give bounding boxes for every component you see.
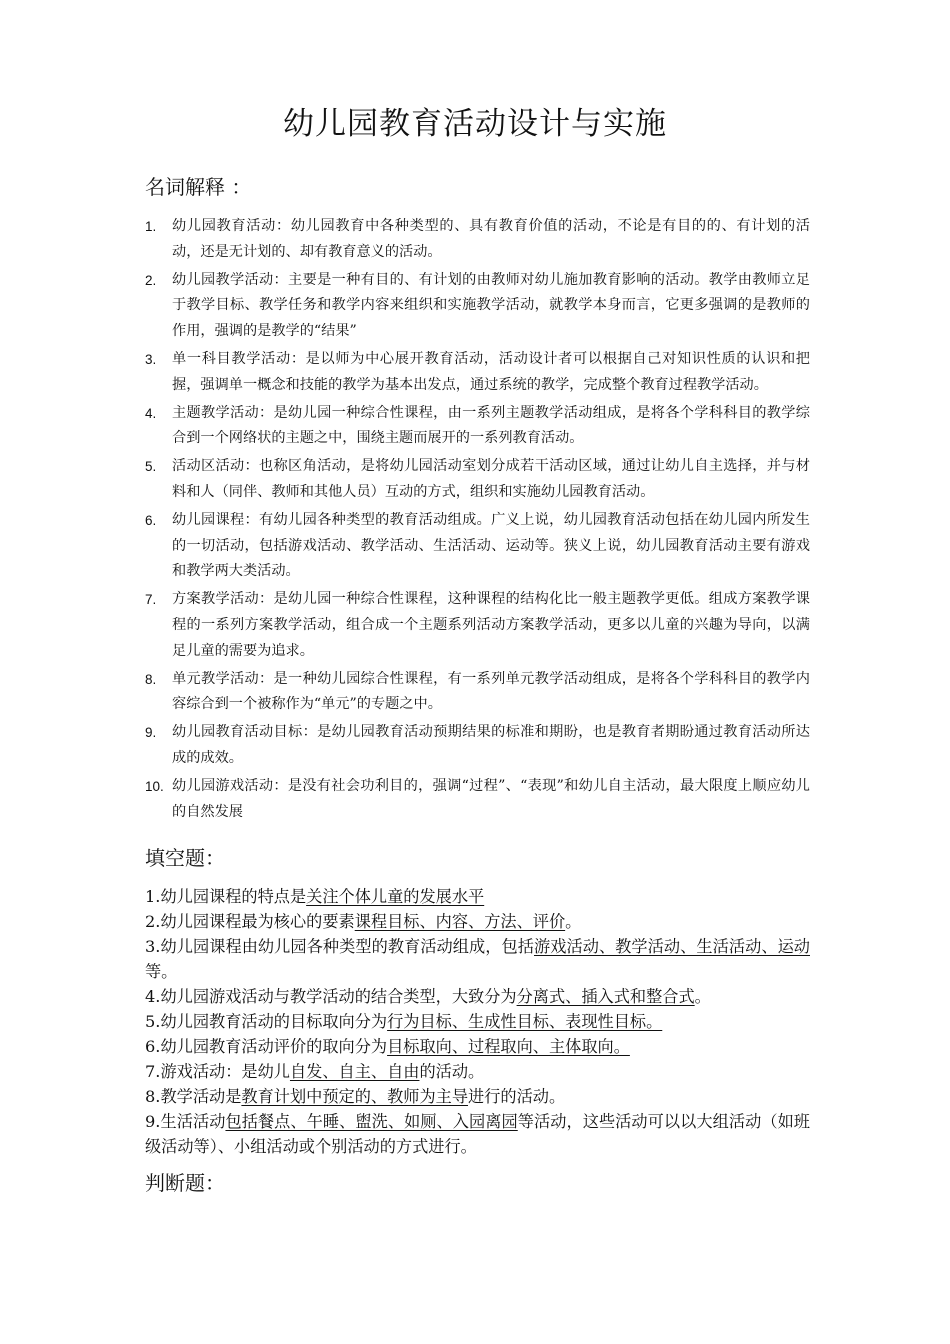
question-text: 进行的活动。 bbox=[468, 1087, 566, 1106]
question-text: 2.幼儿园课程最为核心的要素 bbox=[145, 912, 355, 931]
list-item bbox=[145, 587, 810, 664]
section-heading-terms: 名词解释 ： bbox=[145, 175, 252, 199]
answer-text: 游戏活动、教学活动、生活活动、运动 bbox=[533, 937, 810, 956]
item-number: 6. bbox=[145, 512, 157, 528]
question-text: 5.幼儿园教育活动的目标取向分为 bbox=[145, 1012, 388, 1031]
fill-blank-list bbox=[145, 884, 810, 1159]
section-heading-judge: 判断题： bbox=[145, 1171, 225, 1195]
question-text: 。 bbox=[565, 912, 582, 931]
item-text: 单一科目教学活动：是以师为中心展开教育活动，活动设计者可以根据自己对知识性质的认识和把握，强调单一概念和技能的教学为基本出发点，通过系统的教学，完成整个教育过程教学活动。 bbox=[172, 350, 810, 393]
list-item bbox=[145, 667, 810, 719]
question-text: 等活动，这些活动可以以大组活动（如班级活动等）、小组活动或个别活动的方式进行。 bbox=[145, 1112, 810, 1156]
item-text: 方案教学活动：是幼儿园一种综合性课程，这种课程的结构化比一般主题教学更低。组成方案教学课程的一系列方案教学活动，组合成一个主题系列活动方案教学活动，更多以儿童的兴趣为导向，以满足儿童的需要为追求。 bbox=[172, 591, 810, 659]
answer-text: 教育计划中预定的、教师为主导 bbox=[241, 1087, 469, 1106]
fill-blank-item bbox=[145, 884, 810, 909]
question-text: 6.幼儿园教育活动评价的取向分为 bbox=[145, 1037, 388, 1056]
answer-text: 目标取向、过程取向、主体取向。 bbox=[387, 1037, 630, 1056]
list-item bbox=[145, 454, 810, 506]
item-text: 幼儿园游戏活动：是没有社会功利目的，强调“过程”、“表现”和幼儿自主活动，最大限度上顺应幼儿的自然发展 bbox=[172, 777, 810, 820]
list-item bbox=[145, 401, 810, 453]
item-text: 幼儿园教育活动目标：是幼儿园教育活动预期结果的标准和期盼，也是教育者期盼通过教育活动所达成的成效。 bbox=[172, 724, 810, 766]
item-number: 2. bbox=[145, 272, 157, 288]
question-text: 9.生活活动 bbox=[145, 1112, 226, 1131]
list-item bbox=[145, 508, 810, 585]
item-number: 10. bbox=[145, 778, 164, 794]
answer-text: 行为目标、生成性目标、表现性目标。 bbox=[387, 1012, 663, 1031]
item-number: 8. bbox=[145, 671, 157, 687]
fill-blank-item bbox=[145, 1084, 810, 1109]
document-title: 幼儿园教育活动设计与实施 bbox=[283, 106, 667, 142]
question-text: 8.教学活动是 bbox=[145, 1087, 242, 1106]
answer-text: 包括餐点、午睡、盥洗、如厕、入园离园 bbox=[225, 1112, 518, 1131]
list-item bbox=[145, 347, 810, 399]
question-text: 等。 bbox=[145, 962, 178, 981]
fill-blank-item bbox=[145, 1109, 810, 1159]
answer-text: 分离式、插入式和整合式 bbox=[516, 987, 695, 1006]
answer-text: 课程目标、内容、方法、评价 bbox=[354, 912, 566, 931]
answer-text: 自发、自主、自由 bbox=[289, 1062, 420, 1081]
terms-list bbox=[145, 214, 810, 827]
item-number: 3. bbox=[145, 351, 157, 367]
item-number: 4. bbox=[145, 405, 157, 421]
question-text: 7.游戏活动：是幼儿 bbox=[145, 1062, 290, 1081]
fill-blank-item bbox=[145, 1009, 810, 1034]
item-number: 5. bbox=[145, 459, 157, 475]
list-item bbox=[145, 268, 810, 345]
question-text: 的活动。 bbox=[419, 1062, 485, 1081]
question-text: 。 bbox=[694, 987, 711, 1006]
fill-blank-item bbox=[145, 1034, 810, 1059]
question-text: 4.幼儿园游戏活动与教学活动的结合类型，大致分为 bbox=[145, 987, 517, 1006]
fill-blank-item bbox=[145, 909, 810, 934]
list-item bbox=[145, 720, 810, 772]
answer-text: 关注个体儿童的发展水平 bbox=[306, 887, 485, 906]
item-text: 活动区活动：也称区角活动，是将幼儿园活动室划分成若干活动区域，通过让幼儿自主选择，并与材料和人（同伴、教师和其他人员）互动的方式，组织和实施幼儿园教育活动。 bbox=[172, 458, 810, 500]
item-number: 1. bbox=[145, 219, 157, 234]
fill-blank-item bbox=[145, 984, 810, 1009]
question-text: 3.幼儿园课程由幼儿园各种类型的教育活动组成，包括 bbox=[145, 937, 534, 956]
item-text: 单元教学活动：是一种幼儿园综合性课程，有一系列单元教学活动组成，是将各个学科科目的教学内容综合到一个被称作为“单元”的专题之中。 bbox=[172, 670, 810, 713]
item-number: 9. bbox=[145, 725, 157, 741]
item-text: 幼儿园教育活动：幼儿园教育中各种类型的、具有教育价值的活动，不论是有目的的、有计划的活动，还是无计划的、却有教育意义的活动。 bbox=[172, 218, 810, 260]
section-heading-fill: 填空题： bbox=[145, 846, 225, 870]
list-item bbox=[145, 774, 810, 826]
fill-blank-item bbox=[145, 934, 810, 984]
list-item bbox=[145, 214, 810, 266]
item-text: 幼儿园教学活动：主要是一种有目的、有计划的由教师对幼儿施加教育影响的活动。教学由教师立足于教学目标、教学任务和教学内容来组织和实施教学活动，就教学本身而言，它更多强调的是教师的作用，强调的是教学的“结果” bbox=[172, 271, 810, 340]
item-text: 主题教学活动：是幼儿园一种综合性课程，由一系列主题教学活动组成，是将各个学科科目的教学综合到一个网络状的主题之中，围绕主题而展开的一系列教育活动。 bbox=[172, 404, 810, 447]
fill-blank-item bbox=[145, 1059, 810, 1084]
item-number: 7. bbox=[145, 592, 157, 608]
item-text: 幼儿园课程：有幼儿园各种类型的教育活动组成。广义上说，幼儿园教育活动包括在幼儿园内所发生的一切活动，包括游戏活动、教学活动、生活活动、运动等。狭义上说，幼儿园教育活动主要有游戏和教学两大类活动。 bbox=[172, 511, 810, 580]
question-text: 1.幼儿园课程的特点是 bbox=[145, 887, 307, 906]
